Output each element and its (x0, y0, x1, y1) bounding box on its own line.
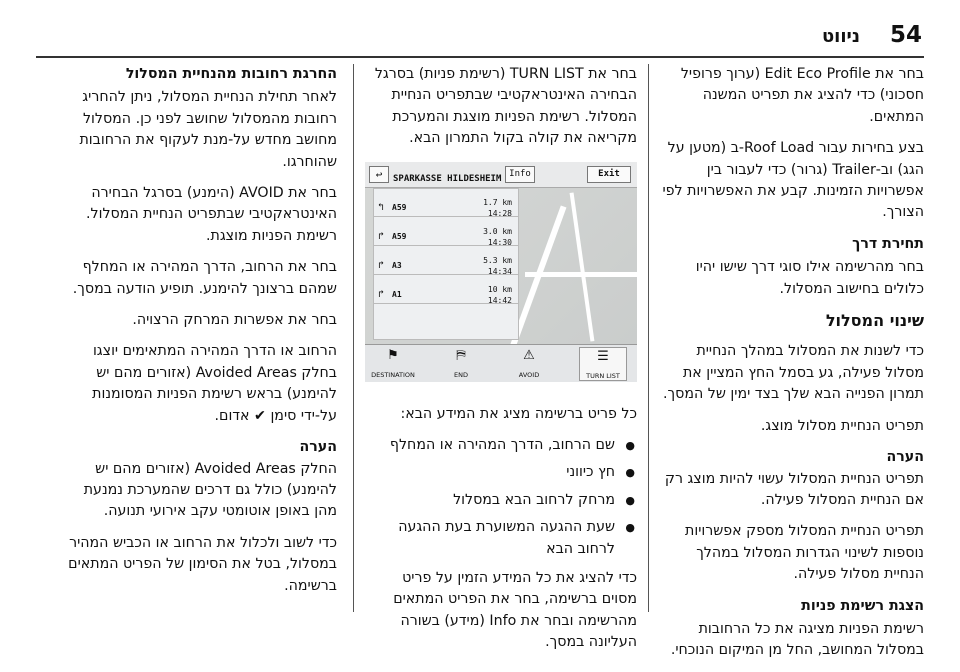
tab-destination[interactable] (369, 347, 417, 381)
paragraph: הרחוב או הדרך המהירה המתאימים יוצגו בחלק Avoided Areas (אזורים מהם יש להימנע) בראש רשימת הפניות המסומנות על-ידי סימן ✔ אדום. (92, 343, 337, 424)
note-text: החלק Avoided Areas (אזורים מהם יש להימנע) כולל גם דרכים שהמערכת נמנעת מהן באופן אוטומטי עקב אירועי תנועה. (83, 460, 337, 520)
list-icon: ☰ (597, 348, 609, 364)
page-header (0, 0, 960, 58)
destination-label: SPARKASSE HILDESHEIM (393, 173, 502, 184)
distance: 5.3 km (483, 255, 512, 265)
note-text: תפריט הנחיית המסלול עשוי להיות מוצג רק אם הנחיית המסלול פעילה. (664, 470, 924, 508)
paragraph: כדי לשנות את המסלול במהלך הנחיית מסלול פעילה, גע בסמל החץ המציין את תמרון הפנייה הבא שלך בצד ימין של המסך. (663, 343, 924, 403)
distance: 1.7 km (483, 197, 512, 207)
paragraph: לאחר תחילת הנחיית המסלול, ניתן להחריג רחובות מהמסלול שחושב לפני כן. המסלול מחושב מחדש על-מנת לעקוף את הרחובות שהוחרגו. (79, 89, 337, 170)
avoid-icon: ⚠ (523, 347, 535, 363)
paragraph: תפריט הנחיית מסלול מוצג. (760, 417, 924, 434)
paragraph: בחר מהרשימה אילו סוגי דרך שישו יהיו כלולים בחישוב המסלול. (695, 259, 924, 297)
tab-label: DESTINATION (371, 370, 415, 379)
note-title: הערה (886, 449, 924, 466)
screen-top-bar (365, 162, 637, 188)
paragraph: בחר את Edit Eco Profile (ערוך פרופיל חסכוני) כדי להציג את תפריט המשנה המתאים. (680, 66, 924, 125)
distance: 10 km (487, 284, 512, 294)
turn-arrow-icon: ↱ (378, 288, 385, 300)
turn-list-item[interactable] (374, 218, 518, 246)
road-name: A3 (392, 260, 402, 270)
section-title: ניווט (821, 26, 860, 47)
column-left (62, 64, 337, 607)
back-button[interactable]: ↩ (369, 166, 389, 183)
subheading-turn-list: הצגת רשימת פניות (801, 597, 924, 614)
paragraph: בחר את AVOID (הימנע) בסרגל הבחירה האינטראקטיבי שבתפריט הנחיית המסלול. רשימת הפניות מוצגת. (86, 185, 337, 244)
page-number: 54 (889, 22, 922, 48)
turn-list-item[interactable] (374, 247, 518, 275)
note-title: הערה (299, 439, 337, 456)
paragraph: בצע בחירות עבור Roof Load-ב (מטען על הגג) וב-Trailer (גרור) כדי לעבור בין אפשרויות הזמינות. קבע את האפשרויות לפי הצורך. (662, 140, 924, 221)
tab-end[interactable] (437, 347, 485, 381)
turn-list-screenshot (365, 162, 637, 382)
paragraph: כדי להציג את כל המידע הזמין על פריט מסוים ברשימה, בחר את הפריט המתאים מהרשימה ובחר את Info (מידע) בשורה העליונה במסך. (393, 570, 637, 651)
column-divider (648, 64, 649, 612)
arrival-time: 14:28 (487, 208, 512, 218)
map-road (570, 192, 595, 341)
arrival-time: 14:30 (487, 237, 512, 247)
road-name: A1 (392, 289, 402, 299)
bullet-item: ● שעת ההגעה המשוערת בעת ההגעה לרחוב הבא (365, 517, 637, 560)
screen-tab-bar (365, 344, 637, 382)
bullet-item: ● מרחק לרחוב הבא במסלול (365, 490, 637, 511)
exit-button[interactable]: Exit (587, 166, 631, 183)
paragraph: בחר את TURN LIST (רשימת פניות) בסרגל הבחירה האינטראקטיבי שבתפריט הנחיית המסלול. רשימת הפניות מוצגת והמערכת מקריאה את קולה בקול התמרון הבא. (374, 66, 637, 147)
road-name: A59 (392, 202, 407, 212)
turn-arrow-icon: ↱ (378, 230, 385, 242)
arrival-time: 14:34 (487, 266, 512, 276)
bullet-item: ● שם הרחוב, הדרך המהירה או המחלף (365, 435, 637, 456)
bullet-item: ● חץ כיווני (365, 462, 637, 483)
arrival-time: 14:42 (487, 295, 512, 305)
tab-label: AVOID (518, 370, 540, 379)
tab-label: END (454, 370, 468, 379)
paragraph: תפריט הנחיית המסלול מספק אפשרויות נוספות לשינוי הגדרות המסלול במהלך הנחיית מסלול פעילה. (685, 523, 924, 583)
road-name: A59 (392, 231, 407, 241)
turn-list-item[interactable] (374, 276, 518, 304)
column-divider (353, 64, 354, 612)
turn-arrow-icon: ↰ (378, 201, 385, 213)
column-right (658, 64, 924, 672)
flag-icon: ⚑ (387, 347, 399, 363)
column-middle (365, 64, 637, 664)
turn-list-panel (373, 188, 519, 340)
turn-list-item[interactable] (374, 189, 518, 217)
paragraph: רשימת הפניות מציגה את כל הרחובות במסלול המחושב, החל מן המיקום הנוכחי. (670, 620, 924, 659)
header-rule (36, 56, 924, 58)
distance: 3.0 km (483, 226, 512, 236)
turn-arrow-icon: ↱ (378, 259, 385, 271)
info-button[interactable]: Info (505, 166, 535, 183)
subheading-exclude-streets: החרגת רחובות מהנחיית המסלול (125, 66, 337, 82)
subheading-toll-road: תחירת דרך (852, 235, 924, 252)
paragraph: בחר את הרחוב, הדרך המהירה או המחלף שמהם ברצונך להימנע. תופיע הודעה במסך. (72, 259, 337, 297)
heading-change-route: שינוי המסלול (825, 311, 924, 331)
paragraph: כדי לשוב ולכלול את הרחוב או הכביש המהיר במסלול, בטל את הסימון של הפריט המתאים ברשימה. (68, 534, 337, 594)
tab-avoid[interactable] (505, 347, 553, 381)
paragraph: בחר את אפשרות המרחק הרצויה. (132, 312, 337, 329)
tab-turn-list[interactable] (579, 347, 627, 381)
end-route-icon: ⛿ (456, 347, 466, 363)
paragraph: כל פריט ברשימה מציג את המידע הבא: (400, 405, 637, 422)
tab-label: TURN LIST (586, 371, 620, 380)
